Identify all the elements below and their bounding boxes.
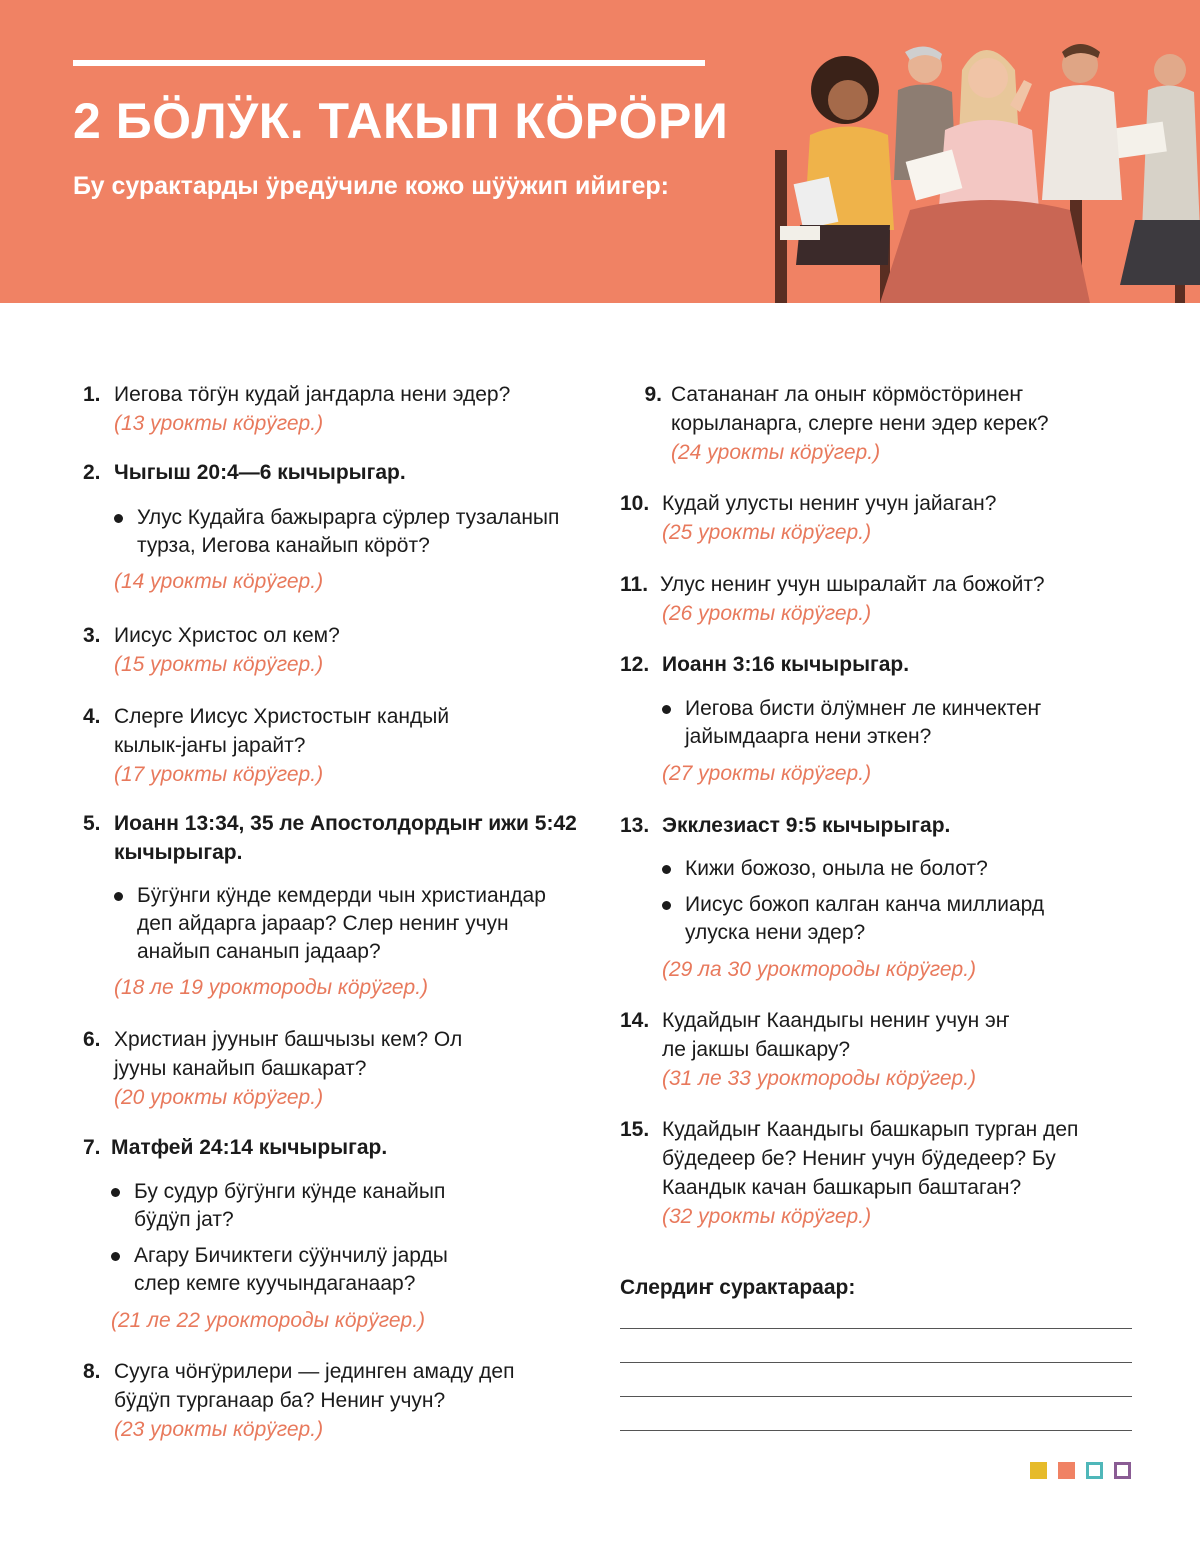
question-8 <box>83 1357 603 1444</box>
question-number: 1. <box>83 383 101 406</box>
question-number: 12. <box>620 653 650 676</box>
question-text: Иисус Христос ол кем? <box>114 624 340 647</box>
question-11 <box>620 570 1140 628</box>
question-number: 7. <box>83 1136 101 1159</box>
lesson-reference: (24 урокты кӧрӱгер.) <box>671 441 881 464</box>
question-text: Сууга чӧҥӱрилери — јединген амаду деп бӱдӱп турганаар ба? Нениҥ учун? <box>114 1360 515 1412</box>
lesson-reference: (23 урокты кӧрӱгер.) <box>114 1418 324 1441</box>
question-text: Чыгыш 20:4—6 кычырыгар. <box>114 461 406 484</box>
answer-line[interactable] <box>620 1396 1132 1397</box>
progress-square-empty <box>1086 1462 1103 1479</box>
question-5 <box>83 809 603 1002</box>
question-text: Матфей 24:14 кычырыгар. <box>111 1136 388 1159</box>
question-number: 11. <box>620 573 649 596</box>
question-9 <box>620 380 1140 467</box>
answer-line[interactable] <box>620 1362 1132 1363</box>
question-text: Сатананаҥ ла оныҥ кӧрмӧстӧринеҥ корыланарга, слерге нени эдер керек? <box>671 383 1049 435</box>
question-2 <box>83 458 603 596</box>
question-number: 13. <box>620 814 650 837</box>
question-text: Кудай улусты нениҥ учун јайаган? <box>662 492 997 515</box>
question-4 <box>83 702 603 789</box>
question-15 <box>620 1115 1140 1231</box>
progress-square-empty <box>1114 1462 1131 1479</box>
questions-right-column <box>620 380 1140 1231</box>
question-number: 8. <box>83 1360 101 1383</box>
lesson-reference: (18 ле 19 уроктороды кӧрӱгер.) <box>114 976 429 999</box>
question-number: 3. <box>83 624 101 647</box>
question-text: Иоанн 3:16 кычырыгар. <box>662 653 910 676</box>
questions-left-column <box>83 380 603 1444</box>
question-text: Иегова тӧгӱн кудай јаҥдарла нени эдер? <box>114 383 511 406</box>
header-rule <box>73 60 705 66</box>
lesson-reference: (25 урокты кӧрӱгер.) <box>662 521 872 544</box>
question-number: 2. <box>83 461 101 484</box>
answer-line[interactable] <box>620 1430 1132 1431</box>
answer-line[interactable] <box>620 1328 1132 1329</box>
bullet-item: Улус Кудайга бажырарга сӱрлер тузаланып турза, Иегова канайып кӧрӧт? <box>114 504 603 560</box>
question-text: Кудайдыҥ Каандыгы нениҥ учун эҥ ле јакшы башкару? <box>662 1009 1010 1061</box>
question-13 <box>620 811 1140 984</box>
question-3 <box>83 621 603 679</box>
question-1 <box>83 380 603 438</box>
bullet-list <box>662 855 1082 947</box>
lesson-reference: (20 урокты кӧрӱгер.) <box>114 1086 324 1109</box>
lesson-reference: (21 ле 22 уроктороды кӧрӱгер.) <box>111 1309 426 1332</box>
progress-square-filled <box>1058 1462 1075 1479</box>
question-text: Христиан јууныҥ башчызы кем? Ол јууны канайып башкарат? <box>114 1028 463 1080</box>
page-title: 2 БӦЛӰК. ТАКЫП КӦРӦРИ <box>73 93 729 149</box>
bullet-item: Иегова бисти ӧлӱмнеҥ ле кинчектеҥ јайымдаарга нени эткен? <box>662 695 1082 751</box>
lesson-reference: (26 урокты кӧрӱгер.) <box>662 602 872 625</box>
question-number: 5. <box>83 812 101 835</box>
lesson-reference: (14 урокты кӧрӱгер.) <box>114 570 324 593</box>
bullet-item: Бӱгӱнги кӱнде кемдерди чын христиандар деп айдарга јараар? Слер нениҥ учун анайып сананып јадаар? <box>114 882 584 966</box>
bullet-list <box>114 882 584 966</box>
question-number: 6. <box>83 1028 101 1051</box>
question-number: 14. <box>620 1009 650 1032</box>
question-text: Экклезиаст 9:5 кычырыгар. <box>662 814 951 837</box>
lesson-reference: (15 урокты кӧрӱгер.) <box>114 653 324 676</box>
your-questions-label: Слердиҥ сурактараар: <box>620 1276 856 1299</box>
question-7 <box>83 1133 603 1335</box>
question-10 <box>620 489 1140 547</box>
question-12 <box>620 650 1140 788</box>
question-number: 4. <box>83 705 101 728</box>
header-banner <box>0 0 1200 303</box>
bullet-list <box>114 504 603 560</box>
audience-illustration <box>770 30 1200 303</box>
lesson-reference: (29 ла 30 уроктороды кӧрӱгер.) <box>662 958 977 981</box>
page-subtitle: Бу сурактарды ӱредӱчиле кожо шӱӱжип ийигер: <box>73 172 669 200</box>
lesson-reference: (31 ле 33 уроктороды кӧрӱгер.) <box>662 1067 977 1090</box>
bullet-list <box>111 1178 491 1298</box>
lesson-reference: (32 урокты кӧрӱгер.) <box>662 1205 872 1228</box>
question-number: 9. <box>644 383 662 406</box>
question-number: 10. <box>620 492 650 515</box>
question-text: Кудайдыҥ Каандыгы башкарып турган деп бӱдедеер бе? Нениҥ учун бӱдедеер? Бу Каандык качан башкарып баштаган? <box>662 1118 1079 1199</box>
question-text: Иоанн 13:34, 35 ле Апостолдордыҥ ижи 5:42 кычырыгар. <box>114 812 577 864</box>
bullet-list <box>662 695 1082 751</box>
lesson-reference: (27 урокты кӧрӱгер.) <box>662 762 872 785</box>
question-number: 15. <box>620 1118 650 1141</box>
question-text: Слерге Иисус Христостыҥ кандый кылык-јаҥы јарайт? <box>114 705 450 757</box>
bullet-item: Бу судур бӱгӱнги кӱнде канайып бӱдӱп јат? <box>111 1178 491 1234</box>
bullet-item: Агару Бичиктеги сӱӱнчилӱ јарды слер кемге куучындаганаар? <box>111 1242 491 1298</box>
bullet-item: Кижи божозо, оныла не болот? <box>662 855 1082 883</box>
lesson-reference: (13 урокты кӧрӱгер.) <box>114 412 324 435</box>
bullet-item: Иисус божоп калган канча миллиард улуска нени эдер? <box>662 891 1082 947</box>
progress-square-filled <box>1030 1462 1047 1479</box>
question-text: Улус нениҥ учун шыралайт ла божойт? <box>660 573 1045 596</box>
lesson-reference: (17 урокты кӧрӱгер.) <box>114 763 324 786</box>
question-14 <box>620 1006 1140 1093</box>
question-6 <box>83 1025 603 1112</box>
